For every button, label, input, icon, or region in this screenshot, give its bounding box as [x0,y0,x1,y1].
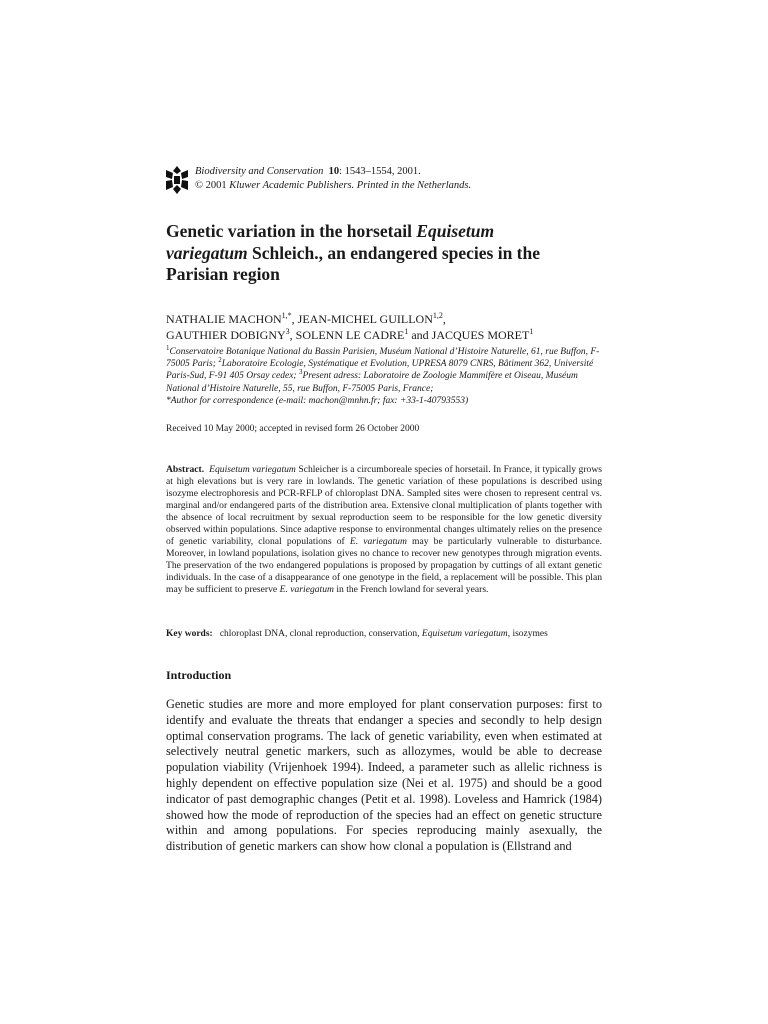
paper-title [166,221,606,286]
journal-volume: 10 [328,166,340,177]
author-affil-mark: 3 [285,326,290,336]
copyright-line [195,179,471,193]
journal-pages: : 1543–1554, 2001. [339,166,421,177]
author-list [166,312,606,343]
citation-block [195,165,471,193]
abstract-label: Abstract. [166,464,205,475]
introduction-paragraph: Genetic studies are more and more employed for plant conservation purposes: first to identify and evaluate the threats that endanger a species and secondly to help design optimal conservation programs. The lack of genetic variability, even when estimated at selectively neutral genetic markers, such as allozymes, would be able to decrease population viability (Vrijenhoek 1994). Indeed, a parameter such as allelic richness is highly dependent on effective population size (Nei et al. 1975) and should be a good indicator of past demographic changes (Petit et al. 1998). Loveless and Hamrick (1984) showed how the mode of reproduction of the species had an effect on genetic structure within and among populations. For species reproducing mainly asexually, the distribution of genetic markers can show how clonal a population is (Ellstrand and [166,697,602,854]
abstract-species: E. variegatum [349,535,407,547]
affil-mark: 3 [298,368,303,377]
abstract [166,464,602,595]
keywords-species: Equisetum variegatum [421,629,508,639]
author-separator: , [442,312,446,326]
title-species-epithet: variegatum [166,242,248,263]
keywords-label: Key words: [166,629,213,639]
author-affil-mark: 1 [404,326,409,336]
author-name: NATHALIE MACHON [166,312,282,326]
affil-mark: 2 [218,356,222,365]
author-affil-mark: 1 [529,326,534,336]
section-heading-introduction: Introduction [166,668,232,682]
received-dates: Received 10 May 2000; accepted in revised form 26 October 2000 [166,424,420,434]
abstract-species: E. variegatum [279,583,334,595]
title-species-genus: Equisetum [416,221,495,241]
affiliation-1: Conservatoire Botanique National du Bassin Parisien, Muséum National d’Histoire Naturelle, 61, rue Buffon, F-75005 Paris; [166,347,600,370]
publisher-line: Kluwer Academic Publishers. Printed in the Netherlands. [229,180,472,191]
affil-mark: 1 [166,343,170,352]
copyright-prefix: © 2001 [195,180,230,191]
author-affil-mark: 1,2 [432,311,443,320]
kluwer-logo-icon [164,165,190,195]
citation-line [195,165,471,179]
affiliation-2: Laboratoire Ecologie, Systématique et Evolution, UPRESA 8079 CNRS, Bâtiment 362, Université Paris-Sud, F-91 405 Orsay cedex; [166,359,594,382]
author-affil-mark: 1,* [281,311,292,320]
author-name: , SOLENN LE CADRE [289,327,405,342]
abstract-species: Equisetum variegatum [209,464,296,475]
journal-name: Biodiversity and Conservation [195,166,324,177]
author-name: GAUTHIER DOBIGNY [166,327,286,342]
keywords-text: chloroplast DNA, clonal reproduction, conservation, [219,629,422,639]
title-part-2: Schleich., an endangered species in the Parisian region [166,242,541,284]
abstract-text-1: Schleicher is a circumboreale species of horsetail. In France, it typically grows at high elevations but is very rare in lowlands. The genetic variation of these populations is described using isozyme electrophoresis and PCR-RFLP of chloroplast DNA. Sampled sites were chosen to represent central vs. marginal and/or endangered parts of the distribution area. Extensive clonal multiplication of plants together with the absence of local recruitment by sexual reproduction seem to be responsible for the low genetic diversity observed within populations. Since adaptive response to environmental changes ultimately relies on the presence of genetic variability, clonal populations of [166,464,602,547]
title-part-1: Genetic variation in the horsetail [166,221,417,241]
affiliation-3: Present adress: Laboratoire de Zoologie Mammifère et Oiseau, Muséum National d’Histoire Naturelle, 55, rue Buffon, F-75005 Paris, France; [166,371,578,394]
affiliations [166,343,606,407]
author-name: and JACQUES MORET [408,327,530,342]
keywords-text-end: , isozymes [507,629,548,639]
keywords [166,628,606,640]
journal-header [164,163,604,197]
abstract-text-2: may be particularly vulnerable to disturbance. Moreover, in lowland populations, isolation gives no chance to recover new genotypes through migration events. The preservation of the two endangered populations is proposed by propagation by cuttings of all extant genetic individuals. In the case of a disappearance of one genotype in the field, a replacement will be possible. This plan may be sufficient to preserve [166,535,602,595]
abstract-text-3: in the French lowland for several years. [333,583,489,595]
author-line-1 [166,312,606,328]
author-name: , JEAN-MICHEL GUILLON [291,312,433,326]
author-line-2 [166,328,606,344]
correspondence-note: *Author for correspondence (e-mail: machon@mnhn.fr; fax: +33-1-40793553) [166,395,469,406]
